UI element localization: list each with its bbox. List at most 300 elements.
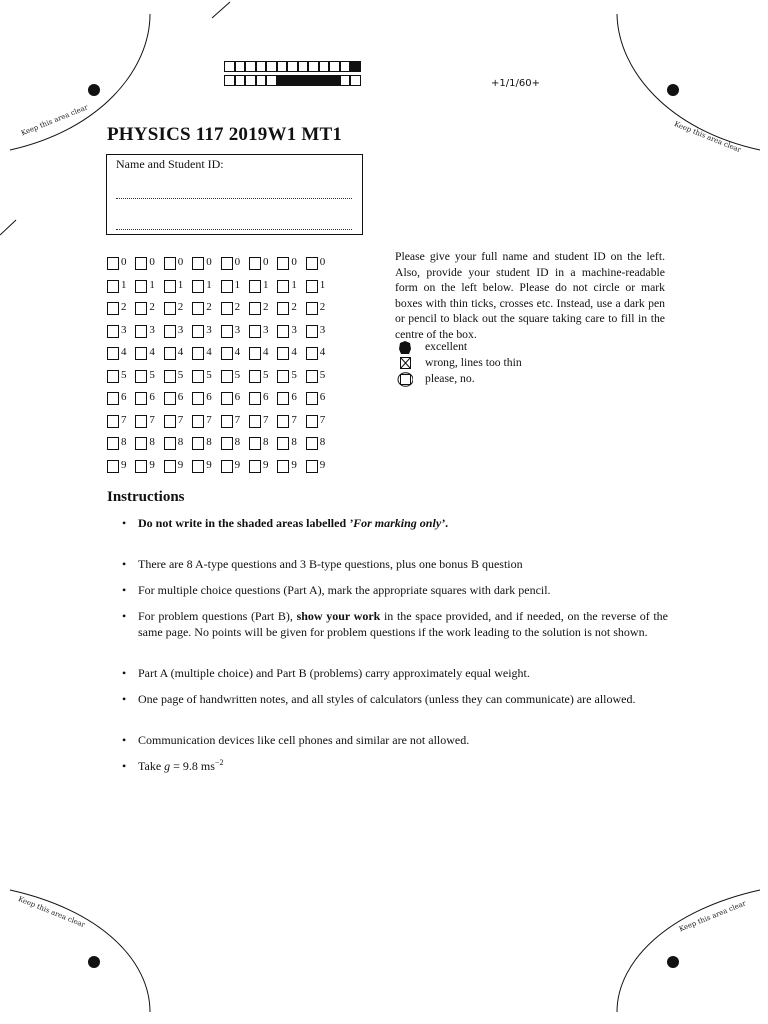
instruction-text: Take	[138, 759, 165, 773]
id-digit-option[interactable]	[192, 391, 220, 406]
id-digit-option[interactable]	[221, 369, 249, 384]
instruction-bold: show your work	[296, 609, 381, 623]
instruction-text: For problem questions (Part B),	[138, 609, 297, 623]
example-excellent	[397, 340, 468, 355]
id-digit-option[interactable]	[277, 436, 305, 451]
id-digit-option[interactable]	[135, 369, 163, 384]
id-digit-option[interactable]	[221, 256, 249, 271]
id-checkbox[interactable]	[249, 325, 261, 338]
id-checkbox[interactable]	[192, 347, 204, 360]
id-digit-label: 0	[234, 256, 241, 268]
id-digit-label: 2	[263, 301, 269, 313]
id-digit-option[interactable]	[277, 324, 305, 339]
barcode-cell	[319, 61, 330, 72]
id-digit-label: 6	[177, 391, 184, 403]
id-digit-option[interactable]	[192, 256, 220, 271]
id-checkbox[interactable]	[135, 280, 147, 293]
id-checkbox[interactable]	[135, 460, 147, 473]
id-checkbox[interactable]	[164, 460, 176, 473]
id-digit-label: 4	[206, 346, 212, 358]
barcode-cell	[340, 75, 351, 86]
id-checkbox[interactable]	[277, 437, 289, 450]
id-checkbox[interactable]	[249, 347, 261, 360]
id-checkbox[interactable]	[192, 460, 204, 473]
id-digit-option[interactable]	[135, 301, 163, 316]
id-digit-label: 2	[149, 301, 155, 313]
bullet-icon: •	[122, 583, 127, 597]
id-digit-label: 7	[121, 413, 127, 426]
id-checkbox[interactable]	[277, 415, 289, 428]
id-checkbox[interactable]	[221, 325, 233, 338]
id-digit-option[interactable]	[221, 279, 249, 294]
id-digit-option[interactable]	[306, 436, 334, 451]
id-digit-option[interactable]	[164, 279, 192, 294]
id-checkbox[interactable]	[164, 370, 176, 383]
id-digit-label: 8	[149, 436, 155, 448]
id-checkbox[interactable]	[135, 257, 147, 270]
instruction-text: in the space provided, and if needed, on the reverse of the same page. No points will be given for problem questions if the work leading to the solution is not shown.	[138, 609, 668, 639]
instruction-text: For multiple choice questions (Part A), mark the appropriate squares with dark pencil.	[138, 583, 551, 597]
id-digit-label: 9	[319, 458, 326, 471]
id-digit-label: 1	[234, 278, 241, 291]
id-checkbox[interactable]	[107, 460, 119, 473]
name-line[interactable]	[116, 197, 352, 199]
instruction-bold: Do not write in the shaded areas labelled	[138, 516, 350, 530]
bullet-icon: •	[122, 692, 127, 706]
barcode-cell	[277, 61, 288, 72]
id-digit-label: 1	[149, 278, 155, 291]
id-checkbox[interactable]	[164, 392, 176, 405]
id-digit-option[interactable]	[221, 436, 249, 451]
page-code: +1/1/60+	[491, 78, 540, 89]
id-digit-label: 3	[319, 323, 326, 336]
id-digit-label: 2	[121, 301, 127, 313]
barcode-cell	[256, 61, 267, 72]
id-digit-option[interactable]	[164, 369, 192, 384]
corner-label-bottom-right: Keep this area clear	[678, 899, 748, 934]
id-digit-option[interactable]	[107, 301, 135, 316]
barcode-cell	[350, 61, 361, 72]
id-digit-label: 4	[177, 346, 184, 358]
instructions-heading: Instructions	[107, 489, 185, 505]
id-digit-label: 4	[149, 346, 155, 358]
id-checkbox[interactable]	[192, 325, 204, 338]
id-digit-option[interactable]	[135, 346, 163, 361]
id-digit-option[interactable]	[306, 391, 334, 406]
id-checkbox[interactable]	[306, 257, 318, 270]
id-checkbox[interactable]	[107, 437, 119, 450]
instruction-text: Communication devices like cell phones and similar are not allowed.	[138, 733, 470, 747]
id-digit-label: 6	[291, 391, 297, 403]
barcode-cell	[266, 61, 277, 72]
id-digit-option[interactable]	[135, 414, 163, 429]
example-label: excellent	[425, 340, 468, 353]
id-checkbox[interactable]	[135, 325, 147, 338]
id-checkbox[interactable]	[107, 325, 119, 338]
id-checkbox[interactable]	[277, 392, 289, 405]
crossed-box-icon	[397, 356, 413, 371]
id-digit-label: 5	[319, 368, 326, 381]
id-digit-option[interactable]	[221, 346, 249, 361]
id-digit-option[interactable]	[164, 256, 192, 271]
barcode-cell	[329, 75, 340, 86]
instruction-text: There are 8 A-type questions and 3 B-type questions, plus one bonus B question	[138, 557, 523, 571]
id-digit-label: 0	[319, 256, 326, 268]
id-digit-option[interactable]	[306, 459, 334, 474]
id-digit-option[interactable]	[164, 459, 192, 474]
id-digit-option[interactable]	[107, 256, 135, 271]
id-digit-option[interactable]	[164, 414, 192, 429]
barcode-cell	[256, 75, 267, 86]
id-digit-option[interactable]	[192, 324, 220, 339]
id-checkbox[interactable]	[221, 437, 233, 450]
id-checkbox[interactable]	[306, 325, 318, 338]
barcode-row	[224, 75, 361, 86]
id-checkbox[interactable]	[249, 392, 261, 405]
id-digit-option[interactable]	[249, 301, 277, 316]
id-checkbox[interactable]	[192, 392, 204, 405]
barcode-cell	[308, 75, 319, 86]
id-checkbox[interactable]	[221, 257, 233, 270]
id-checkbox[interactable]	[192, 437, 204, 450]
id-checkbox[interactable]	[306, 347, 318, 360]
id-checkbox[interactable]	[107, 347, 119, 360]
id-digit-label: 6	[263, 391, 269, 403]
id-digit-option[interactable]	[192, 346, 220, 361]
id-checkbox[interactable]	[164, 415, 176, 428]
id-digit-label: 1	[206, 278, 212, 291]
id-digit-label: 2	[177, 301, 184, 313]
barcode-cell	[245, 75, 256, 86]
id-checkbox[interactable]	[306, 392, 318, 405]
id-checkbox[interactable]	[135, 437, 147, 450]
id-digit-label: 7	[206, 413, 212, 426]
instruction-text: Part A (multiple choice) and Part B (problems) carry approximately equal weight.	[138, 666, 530, 680]
id-checkbox[interactable]	[249, 415, 261, 428]
id-checkbox[interactable]	[249, 460, 261, 473]
id-digit-option[interactable]	[249, 279, 277, 294]
id-digit-option[interactable]	[277, 369, 305, 384]
id-digit-label: 5	[121, 368, 127, 381]
id-digit-label: 9	[206, 458, 212, 471]
id-checkbox[interactable]	[221, 370, 233, 383]
id-digit-label: 0	[149, 256, 155, 268]
id-digit-option[interactable]	[306, 414, 334, 429]
id-digit-option[interactable]	[135, 436, 163, 451]
id-checkbox[interactable]	[221, 347, 233, 360]
id-digit-option[interactable]	[164, 324, 192, 339]
id-digit-label: 9	[291, 458, 297, 471]
corner-label-bottom-left: Keep this area clear	[17, 895, 87, 930]
id-digit-option[interactable]	[107, 279, 135, 294]
id-checkbox[interactable]	[164, 302, 176, 315]
id-digit-option[interactable]	[277, 346, 305, 361]
example-label: please, no.	[425, 372, 475, 385]
id-checkbox[interactable]	[277, 280, 289, 293]
example-label: wrong, lines too thin	[425, 356, 522, 369]
bullet-icon: •	[122, 666, 127, 680]
id-checkbox[interactable]	[221, 460, 233, 473]
instruction-variable: g	[164, 759, 171, 773]
id-checkbox[interactable]	[164, 437, 176, 450]
barcode-cell	[308, 61, 319, 72]
barcode-cell	[235, 75, 246, 86]
barcode-cell	[235, 61, 246, 72]
name-field-label: Name and Student ID:	[116, 157, 224, 171]
id-checkbox[interactable]	[107, 257, 119, 270]
id-digit-label: 3	[121, 323, 127, 336]
circled-box-icon	[397, 372, 413, 387]
id-digit-option[interactable]	[277, 391, 305, 406]
id-digit-option[interactable]	[107, 414, 135, 429]
id-digit-option[interactable]	[107, 346, 135, 361]
id-checkbox[interactable]	[306, 280, 318, 293]
id-digit-label: 0	[206, 256, 212, 268]
id-digit-option[interactable]	[107, 391, 135, 406]
id-digit-option[interactable]	[164, 436, 192, 451]
registration-dot	[88, 84, 100, 96]
id-checkbox[interactable]	[135, 302, 147, 315]
id-checkbox[interactable]	[277, 302, 289, 315]
id-digit-label: 5	[291, 368, 297, 381]
id-digit-label: 5	[263, 368, 269, 381]
id-digit-label: 0	[177, 256, 184, 268]
registration-dot	[667, 84, 679, 96]
id-checkbox[interactable]	[107, 392, 119, 405]
id-digit-label: 9	[234, 458, 241, 471]
id-digit-option[interactable]	[306, 279, 334, 294]
id-checkbox[interactable]	[192, 302, 204, 315]
id-digit-option[interactable]	[277, 301, 305, 316]
id-checkbox[interactable]	[277, 460, 289, 473]
id-digit-label: 7	[149, 413, 155, 426]
id-digit-option[interactable]	[306, 369, 334, 384]
id-checkbox[interactable]	[135, 392, 147, 405]
id-digit-option[interactable]	[277, 256, 305, 271]
id-checkbox[interactable]	[221, 302, 233, 315]
id-digit-option[interactable]	[249, 414, 277, 429]
id-digit-option[interactable]	[135, 459, 163, 474]
id-checkbox[interactable]	[135, 415, 147, 428]
id-digit-label: 6	[319, 391, 326, 403]
id-digit-label: 3	[206, 323, 212, 336]
id-checkbox[interactable]	[192, 370, 204, 383]
id-checkbox[interactable]	[192, 280, 204, 293]
id-checkbox[interactable]	[249, 370, 261, 383]
id-checkbox[interactable]	[249, 437, 261, 450]
id-digit-option[interactable]	[221, 459, 249, 474]
id-digit-label: 7	[319, 413, 326, 426]
id-checkbox[interactable]	[107, 280, 119, 293]
corner-label-top-left: Keep this area clear	[20, 103, 90, 138]
id-digit-label: 1	[121, 278, 127, 291]
barcode-cell	[224, 75, 235, 86]
id-digit-label: 3	[177, 323, 184, 336]
id-digit-label: 5	[177, 368, 184, 381]
id-digit-label: 4	[121, 346, 127, 358]
id-digit-option[interactable]	[164, 346, 192, 361]
barcode-cell	[350, 75, 361, 86]
id-checkbox[interactable]	[107, 302, 119, 315]
corner-label-top-right: Keep this area clear	[673, 120, 743, 155]
id-digit-label: 2	[319, 301, 326, 313]
id-checkbox[interactable]	[249, 257, 261, 270]
barcode-cell	[287, 61, 298, 72]
example-please-no	[397, 372, 475, 387]
barcode-cell	[287, 75, 298, 86]
id-digit-option[interactable]	[135, 256, 163, 271]
id-checkbox[interactable]	[306, 415, 318, 428]
id-digit-label: 1	[291, 278, 297, 291]
id-digit-label: 1	[263, 278, 269, 291]
id-digit-label: 8	[121, 436, 127, 448]
bullet-icon: •	[122, 557, 127, 571]
id-digit-option[interactable]	[107, 459, 135, 474]
id-digit-label: 7	[291, 413, 297, 426]
id-checkbox[interactable]	[249, 280, 261, 293]
barcode-cell	[298, 75, 309, 86]
id-digit-label: 6	[121, 391, 127, 403]
exam-title: PHYSICS 117 2019W1 MT1	[107, 124, 343, 145]
id-checkbox[interactable]	[306, 460, 318, 473]
name-and-id-field[interactable]	[106, 154, 363, 235]
id-checkbox[interactable]	[164, 257, 176, 270]
id-digit-option[interactable]	[192, 301, 220, 316]
id-checkbox[interactable]	[306, 370, 318, 383]
id-checkbox[interactable]	[221, 392, 233, 405]
id-digit-option[interactable]	[192, 459, 220, 474]
bullet-icon: •	[122, 759, 127, 773]
id-digit-label: 5	[234, 368, 241, 381]
id-checkbox[interactable]	[249, 302, 261, 315]
barcode-cell	[266, 75, 277, 86]
id-digit-label: 9	[149, 458, 155, 471]
id-digit-label: 3	[263, 323, 269, 336]
id-digit-option[interactable]	[192, 414, 220, 429]
barcode-cell	[319, 75, 330, 86]
id-digit-label: 9	[263, 458, 269, 471]
id-instructions: Please give your full name and student ID on the left. Also, provide your student ID in a machine-readable form on the left below. Please do not circle or mark boxes with thin ticks, crosses etc. Instead, use a dark pen or pencil to black out the square taking care to fill in the centre of the box.	[395, 250, 665, 341]
id-digit-option[interactable]	[221, 414, 249, 429]
id-digit-option[interactable]	[107, 436, 135, 451]
id-checkbox[interactable]	[164, 347, 176, 360]
id-digit-option[interactable]	[135, 391, 163, 406]
id-digit-label: 3	[291, 323, 297, 336]
id-digit-label: 3	[149, 323, 155, 336]
barcode-cell	[298, 61, 309, 72]
id-digit-option[interactable]	[135, 279, 163, 294]
id-digit-option[interactable]	[221, 301, 249, 316]
id-checkbox[interactable]	[306, 302, 318, 315]
id-digit-label: 8	[177, 436, 184, 448]
id-line[interactable]	[116, 228, 352, 230]
id-digit-option[interactable]	[107, 369, 135, 384]
id-digit-option[interactable]	[277, 414, 305, 429]
id-digit-label: 0	[263, 256, 269, 268]
bullet-icon: •	[122, 609, 127, 623]
id-digit-option[interactable]	[164, 301, 192, 316]
id-digit-option[interactable]	[192, 369, 220, 384]
id-digit-label: 7	[177, 413, 184, 426]
barcode-cell	[224, 61, 235, 72]
id-digit-option[interactable]	[277, 459, 305, 474]
id-checkbox[interactable]	[192, 415, 204, 428]
id-digit-option[interactable]	[135, 324, 163, 339]
id-digit-label: 0	[121, 256, 127, 268]
id-checkbox[interactable]	[277, 325, 289, 338]
barcode-cell	[329, 61, 340, 72]
id-checkbox[interactable]	[164, 325, 176, 338]
id-digit-label: 8	[234, 436, 241, 448]
id-checkbox[interactable]	[164, 280, 176, 293]
id-digit-label: 0	[291, 256, 297, 268]
instruction-text: One page of handwritten notes, and all styles of calculators (unless they can communicate) are allowed.	[138, 692, 636, 706]
id-checkbox[interactable]	[221, 280, 233, 293]
id-digit-option[interactable]	[192, 279, 220, 294]
barcode-cell	[245, 61, 256, 72]
id-digit-label: 8	[291, 436, 297, 448]
id-digit-label: 7	[263, 413, 269, 426]
id-digit-label: 8	[263, 436, 269, 448]
id-checkbox[interactable]	[192, 257, 204, 270]
id-checkbox[interactable]	[277, 370, 289, 383]
id-checkbox[interactable]	[107, 415, 119, 428]
id-digit-option[interactable]	[249, 256, 277, 271]
id-digit-option[interactable]	[249, 459, 277, 474]
id-digit-label: 2	[206, 301, 212, 313]
id-checkbox[interactable]	[221, 415, 233, 428]
id-digit-label: 6	[206, 391, 212, 403]
id-digit-option[interactable]	[249, 369, 277, 384]
id-digit-option[interactable]	[306, 301, 334, 316]
id-digit-option[interactable]	[107, 324, 135, 339]
id-digit-option[interactable]	[249, 391, 277, 406]
id-digit-label: 4	[291, 346, 297, 358]
id-digit-label: 7	[234, 413, 241, 426]
id-digit-option[interactable]	[249, 436, 277, 451]
id-digit-label: 4	[263, 346, 269, 358]
registration-dot	[88, 956, 100, 968]
id-digit-option[interactable]	[306, 324, 334, 339]
id-checkbox[interactable]	[135, 370, 147, 383]
id-digit-label: 9	[177, 458, 184, 471]
id-checkbox[interactable]	[277, 347, 289, 360]
id-digit-option[interactable]	[249, 324, 277, 339]
id-digit-label: 2	[291, 301, 297, 313]
id-checkbox[interactable]	[135, 347, 147, 360]
id-digit-option[interactable]	[306, 346, 334, 361]
id-digit-option[interactable]	[277, 279, 305, 294]
id-digit-option[interactable]	[192, 436, 220, 451]
id-digit-label: 3	[234, 323, 241, 336]
id-digit-option[interactable]	[221, 391, 249, 406]
instruction-superscript: −2	[214, 758, 224, 767]
id-checkbox[interactable]	[306, 437, 318, 450]
registration-dot	[667, 956, 679, 968]
id-digit-option[interactable]	[164, 391, 192, 406]
bullet-icon: •	[122, 733, 127, 747]
id-checkbox[interactable]	[277, 257, 289, 270]
barcode-row	[224, 61, 361, 72]
id-digit-option[interactable]	[221, 324, 249, 339]
example-wrong	[397, 356, 522, 371]
id-digit-label: 9	[121, 458, 127, 471]
instruction-text: = 9.8 ms	[170, 759, 215, 773]
filled-box-icon	[397, 340, 413, 355]
id-digit-option[interactable]	[306, 256, 334, 271]
id-checkbox[interactable]	[107, 370, 119, 383]
id-digit-option[interactable]	[249, 346, 277, 361]
